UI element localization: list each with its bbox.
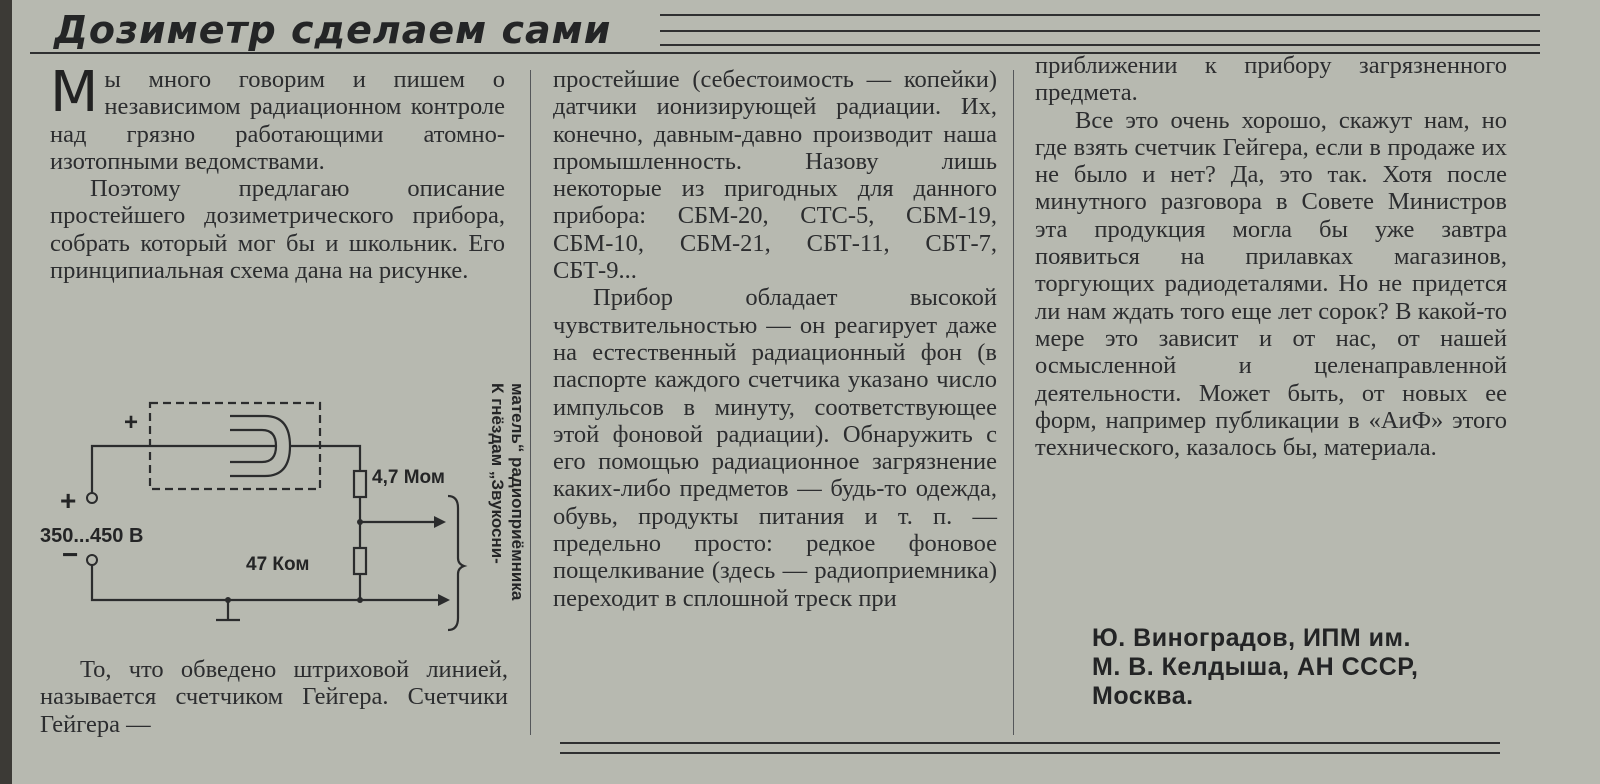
paragraph-proposal: Поэтому предлагаю описание простейшего дозиметрического прибора, собрать который мог бы и школьник. Его принципиальная схема дана на рисунке. bbox=[50, 175, 505, 285]
label-output-1: К гнёздам „Звукосни- bbox=[488, 383, 507, 564]
terminal-plus bbox=[87, 493, 97, 503]
author-signature bbox=[1092, 624, 1512, 711]
title-rule-bottom bbox=[660, 44, 1540, 46]
label-output-2: матель“ радиоприёмника bbox=[508, 383, 527, 601]
junction-dot bbox=[225, 597, 231, 603]
paragraph-where-to-get: Все это очень хорошо, скажут нам, но где взять счетчик Гейгера, если в продаже их не было и нет? Да, это так. Хотя после минутного разговора в Совете Министров эта продукция могла бы уже завтра появиться на прилавках магазинов, торгующих радиодеталями. Но не придется ли нам ждать того еще лет сорок? В какой-то мере это зависит и от нас, от нашей осмысленной и целенаправленной деятельности. Может быть, от новых ее форм, например публикации в «АиФ» этого технического, казалось бы, материала. bbox=[1035, 106, 1507, 462]
paragraph-contamination: приближении к прибору загрязненного предмета. bbox=[1035, 52, 1507, 107]
signature-line-3: Москва. bbox=[1092, 682, 1194, 710]
label-voltage: 350...450 В bbox=[40, 525, 144, 547]
junction-dot bbox=[357, 519, 363, 525]
paper-edge bbox=[0, 0, 12, 784]
column-1-bottom bbox=[40, 656, 508, 738]
output-arrow-icon bbox=[434, 516, 446, 528]
column-3 bbox=[1035, 52, 1507, 461]
terminal-minus bbox=[87, 555, 97, 565]
paragraph-intro bbox=[50, 60, 505, 175]
bottom-rule-1 bbox=[560, 742, 1500, 744]
label-r1: 4,7 Мом bbox=[372, 467, 445, 488]
paragraph-sensitivity: Прибор обладает высокой чувствительностью — он реагирует даже на естественный радиационный фон (в паспорте каждого счетчика указано число импульсов в минуту, соответствующее этой фоновой радиации). Обнаружить с его помощью радиационное загрязнение каких-либо предметов — будь-то одежда, обувь, продукты питания и т. п. — предельно просто: редкое фоновое пощелкивание (здесь — радиоприемника) переходит в сплошной треск при bbox=[553, 284, 997, 612]
resistor-r2 bbox=[354, 548, 366, 574]
paragraph-sensors: простейшие (себестоимость — копейки) датчики ионизирующей радиации. Их, конечно, давным-давно производит наша промышленность. Назову лишь некоторые из пригодных для данного прибора: СБМ-20, СТС-5, СБМ-19, СБМ-10, СБМ-21, СБТ-11, СБТ-7, СБТ-9... bbox=[553, 66, 997, 285]
bottom-rule-2 bbox=[560, 752, 1500, 754]
column-2 bbox=[553, 66, 997, 612]
signature-line-1: Ю. Виноградов, ИПМ им. bbox=[1092, 624, 1411, 652]
label-plus-left: + bbox=[60, 485, 77, 516]
resistor-r1 bbox=[354, 471, 366, 497]
circuit-schematic bbox=[40, 368, 540, 658]
output-arrow-icon bbox=[438, 594, 450, 606]
label-r2: 47 Ком bbox=[246, 554, 310, 575]
paragraph-intro-text: ы много говорим и пишем о независимом радиационном контроле над грязно работающими атомно-изотопными ведомствами. bbox=[50, 66, 505, 175]
title-rule-top bbox=[660, 14, 1540, 16]
article-title: Дозиметр сделаем сами bbox=[54, 8, 612, 52]
junction-dot bbox=[357, 597, 363, 603]
signature-line-2: М. В. Келдыша, АН СССР, bbox=[1092, 653, 1419, 681]
drop-cap: М bbox=[50, 60, 99, 125]
label-minus-left: − bbox=[62, 539, 79, 570]
label-plus-top: + bbox=[124, 409, 139, 436]
column-1-top bbox=[50, 60, 505, 285]
column-separator-2 bbox=[1013, 70, 1014, 735]
title-rule-mid bbox=[660, 30, 1540, 32]
paragraph-geiger: То, что обведено штриховой линией, называется счетчиком Гейгера. Счетчики Гейгера — bbox=[40, 656, 508, 738]
